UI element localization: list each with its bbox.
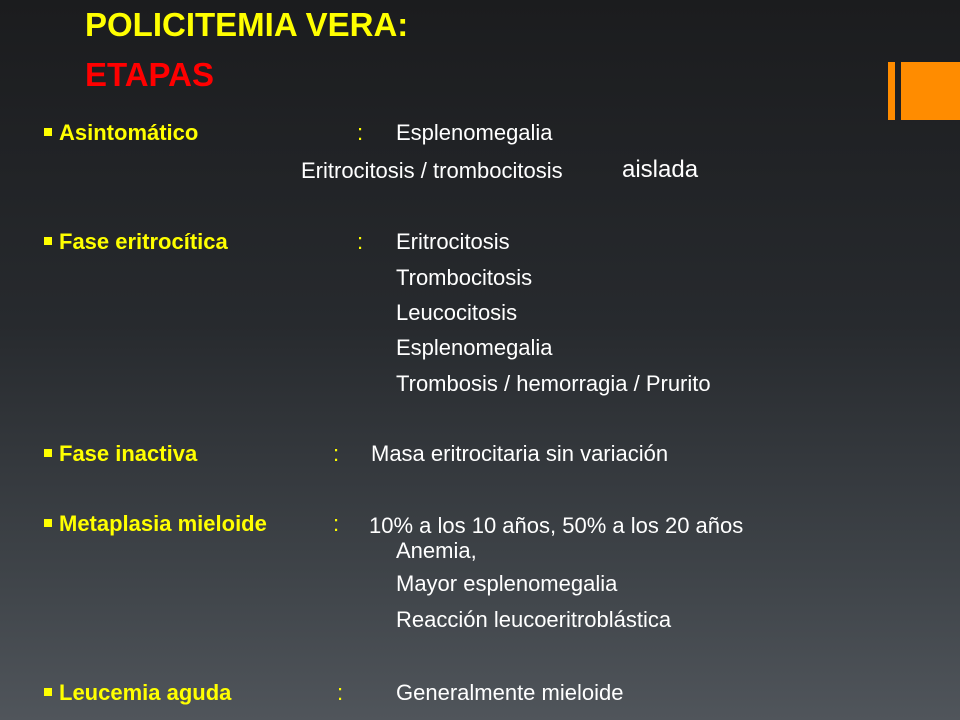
square-bullet-icon: [44, 237, 52, 245]
square-bullet-icon: [44, 449, 52, 457]
stage-colon: :: [337, 680, 344, 705]
stage-detail: Eritrocitosis: [396, 229, 510, 254]
stage-detail: aislada: [622, 156, 699, 183]
stage-detail: Eritrocitosis / trombocitosis: [301, 158, 563, 183]
stage-label-metaplasia-mieloide: Metaplasia mieloide: [59, 511, 267, 536]
square-bullet-icon: [44, 519, 52, 527]
square-bullet-icon: [44, 688, 52, 696]
stage-detail: Generalmente mieloide: [396, 680, 624, 705]
decorative-bar-thick: [901, 62, 960, 120]
stage-detail: Leucocitosis: [396, 300, 518, 325]
stage-colon: :: [333, 441, 340, 466]
stage-colon: :: [333, 511, 340, 536]
stage-detail: Anemia,: [396, 538, 477, 563]
stage-detail: Mayor esplenomegalia: [396, 571, 618, 596]
stage-label-fase-eritrocitica: Fase eritrocítica: [59, 229, 228, 254]
stage-detail: Reacción leucoeritroblástica: [396, 607, 672, 632]
stage-label-asintomatico: Asintomático: [59, 120, 199, 145]
stage-detail: Trombocitosis: [396, 265, 533, 290]
slide-subtitle: ETAPAS: [85, 56, 214, 93]
stage-colon: :: [357, 229, 364, 254]
stage-label-leucemia-aguda: Leucemia aguda: [59, 680, 232, 705]
stage-detail: 10% a los 10 años, 50% a los 20 años: [369, 513, 744, 538]
stage-detail: Masa eritrocitaria sin variación: [371, 441, 669, 466]
stage-label-fase-inactiva: Fase inactiva: [59, 441, 198, 466]
square-bullet-icon: [44, 128, 52, 136]
decorative-bar-thin: [888, 62, 895, 120]
stage-detail: Esplenomegalia: [396, 335, 553, 360]
stage-detail: Esplenomegalia: [396, 120, 553, 145]
stage-colon: :: [357, 120, 364, 145]
stage-detail: Trombosis / hemorragia / Prurito: [396, 371, 711, 396]
slide-title: POLICITEMIA VERA:: [85, 6, 409, 43]
